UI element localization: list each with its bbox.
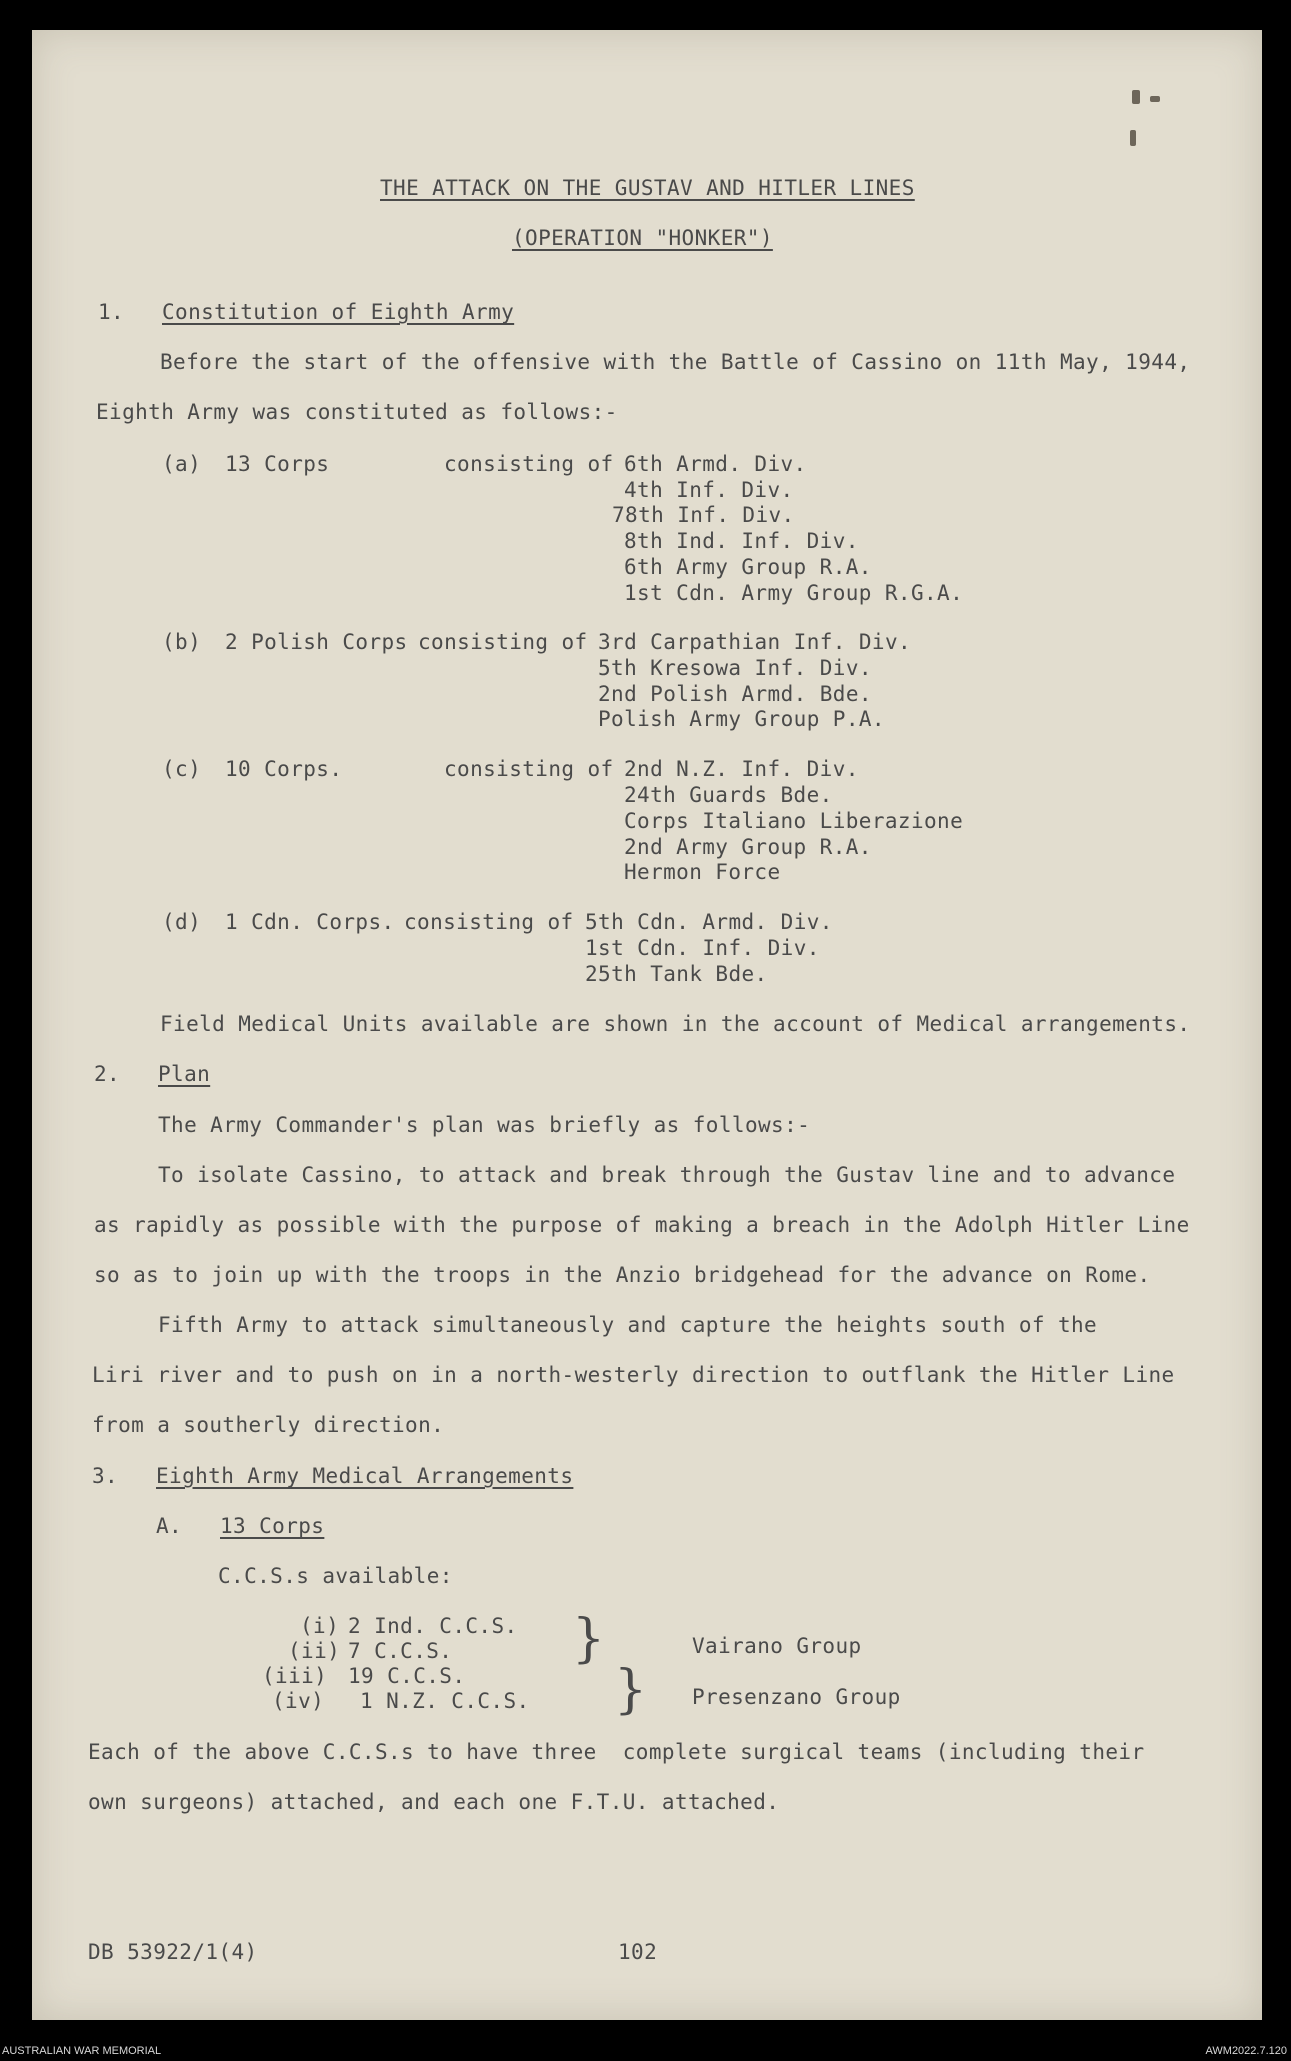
consisting-text: consisting of [418,630,588,654]
subsection-heading: 13 Corps [220,1514,325,1538]
corps-name: 1 Cdn. Corps. [225,910,395,934]
item-label: (d) [162,910,202,934]
unit-line: 1st Cdn. Inf. Div. [585,936,820,960]
footer-archive-name: AUSTRALIAN WAR MEMORIAL [2,2045,162,2057]
section-1-number: 1. [98,300,125,324]
paragraph-line: The Army Commander's plan was briefly as follows:- [158,1113,811,1137]
paragraph-line: To isolate Cassino, to attack and break through the Gustav line and to advance [158,1163,1176,1187]
ccs-number: (iii) [262,1664,328,1688]
bracket-mark: } [614,1660,648,1720]
corps-name: 2 Polish Corps [225,630,408,654]
punch-mark [1150,96,1160,102]
unit-line: 6th Armd. Div. [624,452,807,476]
unit-line: Hermon Force [624,860,781,884]
paragraph-line: C.C.S.s available: [218,1564,453,1588]
consisting-text: consisting of [444,452,614,476]
ccs-number: (i) [300,1614,340,1638]
paragraph-line: so as to join up with the troops in the Anzio bridgehead for the advance on Rome. [94,1263,1151,1287]
ccs-number: (iv) [272,1689,325,1713]
paragraph-line: Before the start of the offensive with the Battle of Cassino on 11th May, 1944, [160,350,1191,374]
section-3-heading: Eighth Army Medical Arrangements [156,1464,574,1488]
section-2-number: 2. [94,1062,121,1086]
unit-line: 6th Army Group R.A. [624,555,872,579]
unit-line: 3rd Carpathian Inf. Div. [598,630,912,654]
unit-line: 78th Inf. Div. [612,503,795,527]
unit-line: 4th Inf. Div. [624,478,794,502]
paragraph-line: as rapidly as possible with the purpose of making a breach in the Adolph Hitler Line [94,1213,1190,1237]
ccs-name: 19 C.C.S. [348,1664,466,1688]
document-title: THE ATTACK ON THE GUSTAV AND HITLER LINES [380,176,915,200]
document-subtitle: (OPERATION "HONKER") [512,226,773,250]
paragraph-line: Eighth Army was constituted as follows:- [96,400,618,424]
unit-line: 5th Cdn. Armd. Div. [585,910,833,934]
item-label: (b) [162,630,202,654]
unit-line: 5th Kresowa Inf. Div. [598,656,872,680]
group-label: Vairano Group [692,1634,862,1658]
section-1-heading: Constitution of Eighth Army [162,300,515,324]
paragraph-line: from a southerly direction. [92,1413,445,1437]
document-page [32,30,1262,2020]
paragraph-line: Fifth Army to attack simultaneously and capture the heights south of the [158,1313,1098,1337]
punch-mark [1130,130,1136,146]
paragraph-line: Each of the above C.C.S.s to have three complete surgical teams (including their [88,1740,1145,1764]
consisting-text: consisting of [444,757,614,781]
section-2-heading: Plan [158,1062,211,1086]
bracket-mark: } [572,1609,606,1669]
consisting-text: consisting of [404,910,574,934]
subsection-number: A. [156,1514,183,1538]
item-label: (c) [162,757,202,781]
corps-name: 13 Corps [225,452,330,476]
corps-name: 10 Corps. [225,757,343,781]
unit-line: 2nd N.Z. Inf. Div. [624,757,859,781]
unit-line: 24th Guards Bde. [624,783,833,807]
footer-archive-id: AWM2022.7.120 [1205,2045,1287,2057]
document-reference: DB 53922/1(4) [88,1940,258,1964]
unit-line: 25th Tank Bde. [585,962,768,986]
unit-line: 2nd Polish Armd. Bde. [598,682,872,706]
page-number: 102 [618,1940,658,1964]
section-3-number: 3. [92,1464,119,1488]
ccs-name: 7 C.C.S. [348,1639,453,1663]
unit-line: 1st Cdn. Army Group R.G.A. [624,581,964,605]
punch-mark [1132,90,1140,104]
item-label: (a) [162,452,202,476]
ccs-name: 1 N.Z. C.C.S. [360,1689,530,1713]
paragraph-line: Liri river and to push on in a north-westerly direction to outflank the Hitler Line [92,1363,1175,1387]
paragraph-line: own surgeons) attached, and each one F.T.U. attached. [88,1790,780,1814]
group-label: Presenzano Group [692,1685,901,1709]
ccs-number: (ii) [288,1639,341,1663]
unit-line: 2nd Army Group R.A. [624,835,872,859]
unit-line: 8th Ind. Inf. Div. [624,529,859,553]
paragraph-line: Field Medical Units available are shown in the account of Medical arrangements. [160,1012,1191,1036]
unit-line: Corps Italiano Liberazione [624,809,964,833]
unit-line: Polish Army Group P.A. [598,707,885,731]
ccs-name: 2 Ind. C.C.S. [348,1614,518,1638]
